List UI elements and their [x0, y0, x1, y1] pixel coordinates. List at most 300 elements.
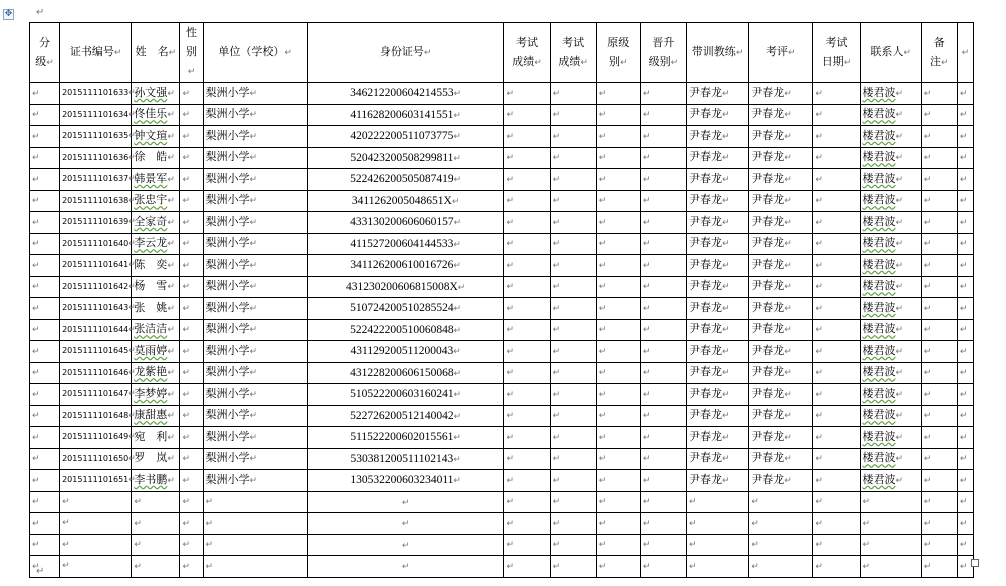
cell-extra[interactable]: ↵ [957, 341, 973, 363]
cell-gender[interactable]: ↵ [180, 233, 203, 255]
cell-cert[interactable]: ↵ [60, 491, 132, 513]
cell-level[interactable]: ↵ [30, 298, 60, 320]
cell-id[interactable]: 522726200512140042↵ [307, 405, 504, 427]
cell-cert[interactable]: 2015111101638↵ [60, 190, 132, 212]
cell-extra[interactable]: ↵ [957, 190, 973, 212]
cell-gender[interactable]: ↵ [180, 470, 203, 492]
cell-orig[interactable]: ↵ [596, 169, 640, 191]
cell-orig[interactable]: ↵ [596, 83, 640, 105]
cell-examiner[interactable]: 尹春龙↵ [749, 104, 813, 126]
cell-score1[interactable]: ↵ [504, 427, 550, 449]
cell-gender[interactable]: ↵ [180, 513, 203, 535]
cell-id[interactable]: 411527200604144533↵ [307, 233, 504, 255]
cell-orig[interactable]: ↵ [596, 319, 640, 341]
cell-coach[interactable]: 尹春龙↵ [687, 212, 749, 234]
cell-id[interactable]: ↵ [307, 534, 504, 556]
cell-note[interactable]: ↵ [921, 233, 957, 255]
cell-coach[interactable]: 尹春龙↵ [687, 298, 749, 320]
cell-level[interactable]: ↵ [30, 405, 60, 427]
cell-score2[interactable]: ↵ [550, 126, 596, 148]
cell-cert[interactable]: 2015111101648↵ [60, 405, 132, 427]
cell-level[interactable]: ↵ [30, 491, 60, 513]
cell-extra[interactable]: ↵ [957, 448, 973, 470]
cell-note[interactable]: ↵ [921, 104, 957, 126]
cell-cert[interactable]: 2015111101649↵ [60, 427, 132, 449]
cell-note[interactable]: ↵ [921, 83, 957, 105]
cell-score2[interactable]: ↵ [550, 513, 596, 535]
cell-promo[interactable]: ↵ [640, 147, 686, 169]
cell-id[interactable]: ↵ [307, 513, 504, 535]
cell-name[interactable]: 陈 奕↵ [132, 255, 180, 277]
cell-score1[interactable]: ↵ [504, 190, 550, 212]
cell-score2[interactable]: ↵ [550, 233, 596, 255]
cell-coach[interactable]: ↵ [687, 491, 749, 513]
cell-level[interactable]: ↵ [30, 341, 60, 363]
cell-note[interactable]: ↵ [921, 427, 957, 449]
cell-note[interactable]: ↵ [921, 405, 957, 427]
cell-orig[interactable]: ↵ [596, 147, 640, 169]
cell-orig[interactable]: ↵ [596, 126, 640, 148]
cell-unit[interactable]: ↵ [203, 556, 307, 578]
cell-unit[interactable]: 梨洲小学↵ [203, 212, 307, 234]
cell-note[interactable]: ↵ [921, 212, 957, 234]
cell-note[interactable]: ↵ [921, 384, 957, 406]
cell-contact[interactable]: 楼君波↵ [860, 470, 921, 492]
cell-cert[interactable]: 2015111101642↵ [60, 276, 132, 298]
cell-promo[interactable]: ↵ [640, 448, 686, 470]
cell-extra[interactable]: ↵ [957, 212, 973, 234]
cell-score1[interactable]: ↵ [504, 556, 550, 578]
cell-examiner[interactable]: 尹春龙↵ [749, 298, 813, 320]
cell-unit[interactable]: 梨洲小学↵ [203, 341, 307, 363]
cell-orig[interactable]: ↵ [596, 341, 640, 363]
cell-score2[interactable]: ↵ [550, 319, 596, 341]
cell-promo[interactable]: ↵ [640, 212, 686, 234]
cell-coach[interactable]: 尹春龙↵ [687, 276, 749, 298]
cell-name[interactable]: 杨 雪↵ [132, 276, 180, 298]
cell-date[interactable]: ↵ [813, 491, 860, 513]
cell-score1[interactable]: ↵ [504, 341, 550, 363]
cell-date[interactable]: ↵ [813, 319, 860, 341]
cell-examiner[interactable]: 尹春龙↵ [749, 405, 813, 427]
cell-level[interactable]: ↵ [30, 255, 60, 277]
cell-cert[interactable]: 2015111101637↵ [60, 169, 132, 191]
cell-orig[interactable]: ↵ [596, 104, 640, 126]
cell-score1[interactable]: ↵ [504, 298, 550, 320]
cell-contact[interactable]: 楼君波↵ [860, 427, 921, 449]
cell-note[interactable]: ↵ [921, 147, 957, 169]
cell-examiner[interactable]: ↵ [749, 491, 813, 513]
cell-score1[interactable]: ↵ [504, 147, 550, 169]
cell-unit[interactable]: 梨洲小学↵ [203, 362, 307, 384]
cell-coach[interactable]: 尹春龙↵ [687, 319, 749, 341]
cell-contact[interactable]: ↵ [860, 534, 921, 556]
cell-gender[interactable]: ↵ [180, 255, 203, 277]
cell-id[interactable]: 431228200606150068↵ [307, 362, 504, 384]
cell-gender[interactable]: ↵ [180, 126, 203, 148]
cell-promo[interactable]: ↵ [640, 126, 686, 148]
cell-unit[interactable]: 梨洲小学↵ [203, 126, 307, 148]
cell-coach[interactable]: 尹春龙↵ [687, 233, 749, 255]
cell-extra[interactable]: ↵ [957, 83, 973, 105]
cell-contact[interactable]: 楼君波↵ [860, 276, 921, 298]
cell-unit[interactable]: ↵ [203, 534, 307, 556]
cell-gender[interactable]: ↵ [180, 147, 203, 169]
cell-cert[interactable]: 2015111101645↵ [60, 341, 132, 363]
cell-contact[interactable]: 楼君波↵ [860, 341, 921, 363]
cell-score1[interactable]: ↵ [504, 126, 550, 148]
cell-gender[interactable]: ↵ [180, 212, 203, 234]
cell-level[interactable]: ↵ [30, 190, 60, 212]
cell-promo[interactable]: ↵ [640, 190, 686, 212]
cell-note[interactable]: ↵ [921, 319, 957, 341]
cell-coach[interactable]: 尹春龙↵ [687, 147, 749, 169]
cell-level[interactable]: ↵ [30, 104, 60, 126]
cell-score2[interactable]: ↵ [550, 341, 596, 363]
cell-name[interactable]: 李云龙↵ [132, 233, 180, 255]
cell-score1[interactable]: ↵ [504, 470, 550, 492]
cell-extra[interactable]: ↵ [957, 556, 973, 578]
cell-contact[interactable]: 楼君波↵ [860, 298, 921, 320]
cell-name[interactable]: 李梦婷↵ [132, 384, 180, 406]
cell-gender[interactable]: ↵ [180, 491, 203, 513]
cell-note[interactable]: ↵ [921, 255, 957, 277]
cell-contact[interactable]: 楼君波↵ [860, 405, 921, 427]
cell-id[interactable]: 130532200603234011↵ [307, 470, 504, 492]
cell-contact[interactable]: 楼君波↵ [860, 448, 921, 470]
cell-cert[interactable]: ↵ [60, 534, 132, 556]
cell-name[interactable]: 徐 皓↵ [132, 147, 180, 169]
cell-name[interactable]: 钟文瑄↵ [132, 126, 180, 148]
cell-contact[interactable]: 楼君波↵ [860, 384, 921, 406]
cell-promo[interactable]: ↵ [640, 405, 686, 427]
cell-cert[interactable]: 2015111101639↵ [60, 212, 132, 234]
cell-examiner[interactable]: ↵ [749, 513, 813, 535]
cell-unit[interactable]: 梨洲小学↵ [203, 255, 307, 277]
cell-score1[interactable]: ↵ [504, 233, 550, 255]
cell-promo[interactable]: ↵ [640, 470, 686, 492]
cell-score1[interactable]: ↵ [504, 276, 550, 298]
cell-level[interactable]: ↵ [30, 83, 60, 105]
cell-promo[interactable]: ↵ [640, 83, 686, 105]
cell-date[interactable]: ↵ [813, 298, 860, 320]
cell-cert[interactable]: 2015111101650↵ [60, 448, 132, 470]
cell-examiner[interactable]: 尹春龙↵ [749, 255, 813, 277]
cell-level[interactable]: ↵ [30, 384, 60, 406]
cell-name[interactable]: 韩景军↵ [132, 169, 180, 191]
cell-name[interactable]: 康甜惠↵ [132, 405, 180, 427]
cell-examiner[interactable]: 尹春龙↵ [749, 341, 813, 363]
cell-cert[interactable]: 2015111101633↵ [60, 83, 132, 105]
cell-cert[interactable]: ↵ [60, 556, 132, 578]
cell-id[interactable]: 341126200610016726↵ [307, 255, 504, 277]
cell-note[interactable]: ↵ [921, 448, 957, 470]
cell-orig[interactable]: ↵ [596, 362, 640, 384]
cell-name[interactable]: 龙紫艳↵ [132, 362, 180, 384]
cell-gender[interactable]: ↵ [180, 362, 203, 384]
cell-extra[interactable]: ↵ [957, 233, 973, 255]
cell-examiner[interactable]: 尹春龙↵ [749, 190, 813, 212]
cell-orig[interactable]: ↵ [596, 384, 640, 406]
cell-level[interactable]: ↵ [30, 169, 60, 191]
cell-name[interactable]: 莫雨婷↵ [132, 341, 180, 363]
cell-cert[interactable]: 2015111101643↵ [60, 298, 132, 320]
cell-orig[interactable]: ↵ [596, 405, 640, 427]
cell-coach[interactable]: ↵ [687, 556, 749, 578]
cell-contact[interactable]: 楼君波↵ [860, 319, 921, 341]
cell-date[interactable]: ↵ [813, 362, 860, 384]
cell-level[interactable]: ↵ [30, 362, 60, 384]
cell-coach[interactable]: 尹春龙↵ [687, 83, 749, 105]
cell-extra[interactable]: ↵ [957, 362, 973, 384]
cell-extra[interactable]: ↵ [957, 298, 973, 320]
cell-score1[interactable]: ↵ [504, 319, 550, 341]
cell-orig[interactable]: ↵ [596, 513, 640, 535]
cell-name[interactable]: 张 姚↵ [132, 298, 180, 320]
cell-cert[interactable]: 2015111101636↵ [60, 147, 132, 169]
cell-score2[interactable]: ↵ [550, 169, 596, 191]
cell-name[interactable]: ↵ [132, 491, 180, 513]
cell-unit[interactable]: 梨洲小学↵ [203, 298, 307, 320]
cell-gender[interactable]: ↵ [180, 319, 203, 341]
cell-score1[interactable]: ↵ [504, 448, 550, 470]
cell-extra[interactable]: ↵ [957, 427, 973, 449]
cell-examiner[interactable]: 尹春龙↵ [749, 319, 813, 341]
cell-promo[interactable]: ↵ [640, 169, 686, 191]
cell-id[interactable]: 346212200604214553↵ [307, 83, 504, 105]
cell-coach[interactable]: ↵ [687, 513, 749, 535]
cell-id[interactable]: 522426200505087419↵ [307, 169, 504, 191]
cell-examiner[interactable]: 尹春龙↵ [749, 427, 813, 449]
cell-promo[interactable]: ↵ [640, 341, 686, 363]
cell-cert[interactable]: 2015111101640↵ [60, 233, 132, 255]
cell-unit[interactable]: 梨洲小学↵ [203, 470, 307, 492]
cell-note[interactable]: ↵ [921, 470, 957, 492]
cell-id[interactable]: 530381200511102143↵ [307, 448, 504, 470]
cell-contact[interactable]: 楼君波↵ [860, 233, 921, 255]
cell-note[interactable]: ↵ [921, 513, 957, 535]
cell-level[interactable]: ↵ [30, 212, 60, 234]
cell-examiner[interactable]: 尹春龙↵ [749, 470, 813, 492]
cell-examiner[interactable]: 尹春龙↵ [749, 233, 813, 255]
cell-score1[interactable]: ↵ [504, 384, 550, 406]
cell-score1[interactable]: ↵ [504, 534, 550, 556]
cell-contact[interactable]: ↵ [860, 513, 921, 535]
cell-name[interactable]: 佟佳乐↵ [132, 104, 180, 126]
cell-name[interactable]: 张洁洁↵ [132, 319, 180, 341]
cell-date[interactable]: ↵ [813, 233, 860, 255]
cell-id[interactable]: 411628200603141551↵ [307, 104, 504, 126]
cell-orig[interactable]: ↵ [596, 190, 640, 212]
cell-level[interactable]: ↵ [30, 556, 60, 578]
cell-level[interactable]: ↵ [30, 147, 60, 169]
cell-level[interactable]: ↵ [30, 470, 60, 492]
cell-date[interactable]: ↵ [813, 190, 860, 212]
cell-note[interactable]: ↵ [921, 276, 957, 298]
cell-score2[interactable]: ↵ [550, 405, 596, 427]
cell-score1[interactable]: ↵ [504, 169, 550, 191]
cell-date[interactable]: ↵ [813, 534, 860, 556]
cell-gender[interactable]: ↵ [180, 534, 203, 556]
cell-date[interactable]: ↵ [813, 276, 860, 298]
cell-note[interactable]: ↵ [921, 341, 957, 363]
cell-promo[interactable]: ↵ [640, 276, 686, 298]
cell-examiner[interactable]: 尹春龙↵ [749, 126, 813, 148]
cell-level[interactable]: ↵ [30, 534, 60, 556]
cell-level[interactable]: ↵ [30, 513, 60, 535]
cell-date[interactable]: ↵ [813, 212, 860, 234]
cell-unit[interactable]: 梨洲小学↵ [203, 384, 307, 406]
cell-score2[interactable]: ↵ [550, 427, 596, 449]
cell-contact[interactable]: 楼君波↵ [860, 190, 921, 212]
cell-orig[interactable]: ↵ [596, 556, 640, 578]
cell-examiner[interactable]: 尹春龙↵ [749, 362, 813, 384]
cell-unit[interactable]: 梨洲小学↵ [203, 83, 307, 105]
cell-score2[interactable]: ↵ [550, 470, 596, 492]
cell-coach[interactable]: 尹春龙↵ [687, 126, 749, 148]
cell-date[interactable]: ↵ [813, 427, 860, 449]
cell-unit[interactable]: 梨洲小学↵ [203, 169, 307, 191]
cell-extra[interactable]: ↵ [957, 319, 973, 341]
cell-date[interactable]: ↵ [813, 384, 860, 406]
cell-unit[interactable]: 梨洲小学↵ [203, 104, 307, 126]
cell-promo[interactable]: ↵ [640, 362, 686, 384]
cell-id[interactable]: 510724200510285524↵ [307, 298, 504, 320]
cell-score1[interactable]: ↵ [504, 405, 550, 427]
cell-score2[interactable]: ↵ [550, 255, 596, 277]
cell-orig[interactable]: ↵ [596, 212, 640, 234]
cell-score2[interactable]: ↵ [550, 190, 596, 212]
cell-score2[interactable]: ↵ [550, 556, 596, 578]
cell-gender[interactable]: ↵ [180, 276, 203, 298]
cell-examiner[interactable]: 尹春龙↵ [749, 448, 813, 470]
cell-score2[interactable]: ↵ [550, 384, 596, 406]
cell-contact[interactable]: ↵ [860, 491, 921, 513]
cell-coach[interactable]: 尹春龙↵ [687, 104, 749, 126]
cell-coach[interactable]: 尹春龙↵ [687, 427, 749, 449]
cell-orig[interactable]: ↵ [596, 233, 640, 255]
cell-id[interactable]: 433130200606060157↵ [307, 212, 504, 234]
cell-extra[interactable]: ↵ [957, 491, 973, 513]
cell-date[interactable]: ↵ [813, 341, 860, 363]
cell-name[interactable]: 罗 岚↵ [132, 448, 180, 470]
cell-gender[interactable]: ↵ [180, 341, 203, 363]
cell-unit[interactable]: 梨洲小学↵ [203, 233, 307, 255]
cell-coach[interactable]: 尹春龙↵ [687, 405, 749, 427]
cell-gender[interactable]: ↵ [180, 190, 203, 212]
cell-extra[interactable]: ↵ [957, 147, 973, 169]
cell-extra[interactable]: ↵ [957, 405, 973, 427]
cell-name[interactable]: 李书鹏↵ [132, 470, 180, 492]
cell-contact[interactable]: 楼君波↵ [860, 83, 921, 105]
cell-promo[interactable]: ↵ [640, 255, 686, 277]
cell-date[interactable]: ↵ [813, 556, 860, 578]
cell-level[interactable]: ↵ [30, 233, 60, 255]
cell-coach[interactable]: 尹春龙↵ [687, 384, 749, 406]
cell-orig[interactable]: ↵ [596, 534, 640, 556]
cell-contact[interactable]: 楼君波↵ [860, 362, 921, 384]
cell-score2[interactable]: ↵ [550, 147, 596, 169]
cell-coach[interactable]: 尹春龙↵ [687, 190, 749, 212]
cell-unit[interactable]: 梨洲小学↵ [203, 405, 307, 427]
cell-contact[interactable]: 楼君波↵ [860, 255, 921, 277]
cell-coach[interactable]: 尹春龙↵ [687, 341, 749, 363]
cell-coach[interactable]: 尹春龙↵ [687, 255, 749, 277]
cell-id[interactable]: ↵ [307, 556, 504, 578]
cell-orig[interactable]: ↵ [596, 427, 640, 449]
cell-coach[interactable]: 尹春龙↵ [687, 448, 749, 470]
cell-unit[interactable]: ↵ [203, 513, 307, 535]
cell-contact[interactable]: 楼君波↵ [860, 169, 921, 191]
cell-note[interactable]: ↵ [921, 556, 957, 578]
cell-id[interactable]: ↵ [307, 491, 504, 513]
cell-name[interactable]: ↵ [132, 513, 180, 535]
cell-examiner[interactable]: ↵ [749, 534, 813, 556]
cell-level[interactable]: ↵ [30, 126, 60, 148]
cell-orig[interactable]: ↵ [596, 491, 640, 513]
cell-level[interactable]: ↵ [30, 427, 60, 449]
cell-contact[interactable]: 楼君波↵ [860, 126, 921, 148]
cell-date[interactable]: ↵ [813, 126, 860, 148]
cell-examiner[interactable]: 尹春龙↵ [749, 83, 813, 105]
cell-id[interactable]: 510522200603160241↵ [307, 384, 504, 406]
cell-note[interactable]: ↵ [921, 126, 957, 148]
cell-note[interactable]: ↵ [921, 534, 957, 556]
cell-note[interactable]: ↵ [921, 491, 957, 513]
cell-coach[interactable]: 尹春龙↵ [687, 362, 749, 384]
cell-cert[interactable]: 2015111101635↵ [60, 126, 132, 148]
cell-unit[interactable]: 梨洲小学↵ [203, 276, 307, 298]
cell-extra[interactable]: ↵ [957, 104, 973, 126]
cell-examiner[interactable]: 尹春龙↵ [749, 212, 813, 234]
cell-unit[interactable]: 梨洲小学↵ [203, 190, 307, 212]
cell-score1[interactable]: ↵ [504, 491, 550, 513]
cell-score2[interactable]: ↵ [550, 534, 596, 556]
cell-name[interactable]: 张忠宇↵ [132, 190, 180, 212]
cell-date[interactable]: ↵ [813, 147, 860, 169]
cell-examiner[interactable]: 尹春龙↵ [749, 147, 813, 169]
cell-score1[interactable]: ↵ [504, 255, 550, 277]
cell-orig[interactable]: ↵ [596, 276, 640, 298]
cell-level[interactable]: ↵ [30, 319, 60, 341]
cell-id[interactable]: 511522200602015561↵ [307, 427, 504, 449]
cell-extra[interactable]: ↵ [957, 470, 973, 492]
cell-promo[interactable]: ↵ [640, 491, 686, 513]
cell-contact[interactable]: 楼君波↵ [860, 147, 921, 169]
cell-cert[interactable]: 2015111101651↵ [60, 470, 132, 492]
cell-date[interactable]: ↵ [813, 104, 860, 126]
cell-level[interactable]: ↵ [30, 276, 60, 298]
cell-score1[interactable]: ↵ [504, 513, 550, 535]
cell-cert[interactable]: 2015111101646↵ [60, 362, 132, 384]
cell-unit[interactable]: 梨洲小学↵ [203, 147, 307, 169]
cell-promo[interactable]: ↵ [640, 298, 686, 320]
cell-promo[interactable]: ↵ [640, 104, 686, 126]
cell-note[interactable]: ↵ [921, 362, 957, 384]
cell-promo[interactable]: ↵ [640, 534, 686, 556]
cell-unit[interactable]: 梨洲小学↵ [203, 448, 307, 470]
cell-extra[interactable]: ↵ [957, 276, 973, 298]
cell-score2[interactable]: ↵ [550, 491, 596, 513]
cell-gender[interactable]: ↵ [180, 104, 203, 126]
cell-note[interactable]: ↵ [921, 169, 957, 191]
cell-score2[interactable]: ↵ [550, 448, 596, 470]
cell-promo[interactable]: ↵ [640, 427, 686, 449]
cell-score1[interactable]: ↵ [504, 104, 550, 126]
cell-coach[interactable]: ↵ [687, 534, 749, 556]
cell-score2[interactable]: ↵ [550, 362, 596, 384]
cell-date[interactable]: ↵ [813, 513, 860, 535]
